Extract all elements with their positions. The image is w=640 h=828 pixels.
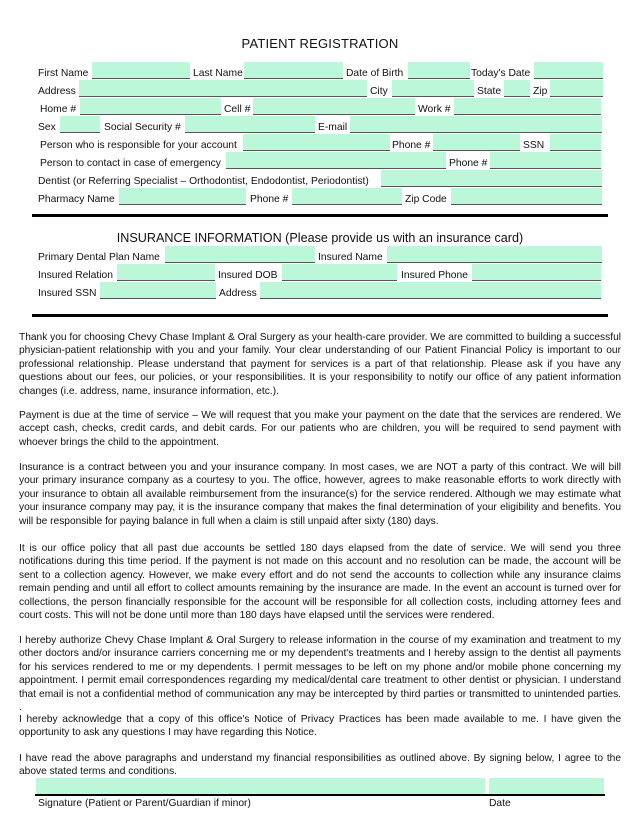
insured-name-label: Insured Name [318,252,383,263]
pharmacy-phone-field[interactable] [292,188,402,205]
insured-phone-field[interactable] [472,264,601,281]
zip-label: Zip [533,86,548,97]
insured-relation-field[interactable] [117,264,215,281]
signature-date-field[interactable] [489,778,604,795]
zip-field[interactable] [550,80,603,97]
page-title: PATIENT REGISTRATION [241,36,399,51]
insured-address-label: Address [219,288,257,299]
signature-field[interactable] [36,778,485,795]
signature-line [35,794,605,796]
pharmacy-name-label: Pharmacy Name [38,194,115,205]
address-label: Address [38,86,76,97]
payment-policy-paragraph: Payment is due at the time of service – We will request that you make your payment on the date that the services are rendered. We accept cash, checks, credit cards, and debit cards. For our patients who are children, you will be required to send payment with whoever brings the child to the appointment. [19,410,621,448]
pharmacy-phone-label: Phone # [250,194,289,205]
authorization-paragraph: I hereby authorize Chevy Chase Implant & Oral Surgery to release information in the course of my examination and treatment to my other doctors and/or insurance carriers concerning me or my dependent's treatments and I hereby assign to the dentist all payments for his services rendered to me or my dependents. I permit messages to be left on my phone and/or mobile phone concerning my appointment. I permit email correspondences regarding my medical/dental care treatment to other dentist or physician. I understand that email is not a confidential method of communication any may be intercepted by third parties or transmitted to unintended parties. . [19,635,621,714]
emergency-phone-field[interactable] [490,152,601,169]
last-name-field[interactable] [244,62,343,79]
insured-address-field[interactable] [260,282,601,299]
responsible-person-field[interactable] [243,134,390,151]
city-label: City [370,86,388,97]
sex-field[interactable] [60,116,100,133]
work-phone-field[interactable] [454,98,601,115]
last-name-label: Last Name [193,68,243,79]
section-divider [32,314,608,317]
privacy-acknowledgement-paragraph: I hereby acknowledge that a copy of this office's Notice of Privacy Practices has been made available to me. I have given the opportunity to ask any questions I may have regarding this Notice. [19,714,621,739]
first-name-label: First Name [38,68,89,79]
dentist-field[interactable] [381,170,602,187]
plan-name-label: Primary Dental Plan Name [38,252,160,263]
plan-name-field[interactable] [165,246,315,263]
pharmacy-zip-label: Zip Code [405,194,447,205]
city-field[interactable] [392,80,474,97]
address-field[interactable] [79,80,367,97]
first-name-field[interactable] [92,62,190,79]
state-field[interactable] [504,80,530,97]
responsible-person-label: Person who is responsible for your account [40,140,237,151]
insurance-policy-paragraph: Insurance is a contract between you and your insurance company. In most cases, we are NOT a party of this contract. We will bill your primary insurance company as a courtesy to you. The office, however, agrees to make reasonable efforts to work directly with your insurance to obtain all available reimbursement from the insurance(s) for the service rendered. Although we may estimate what your insurance company may pay, it is the insurance company that makes the final determination of your eligibility and benefits. You will be responsible for paying balance in full when a claim is still unpaid after sixty (180) days. [19,462,621,527]
insured-name-field[interactable] [387,246,602,263]
collections-policy-paragraph: It is our office policy that all past due accounts be settled 180 days elapsed from the date of service. We will send you three notifications during this time period. If the payment is not made on this account and no resolution can be made, the account will be sent to a collection agency. However, we make every effort and do not send the accounts to collection while any insurance claims remain pending and until all effort to collect amounts remaining by the insurance are made. In the event an account is turned over for collections, the person financially responsible for the account will be responsible for all collection costs, including attorney fees and court costs. This will not be done until more than 180 days have elapsed until the services were rendered. [19,543,621,622]
insured-dob-label: Insured DOB [218,270,278,281]
insured-relation-label: Insured Relation [38,270,113,281]
agreement-paragraph: I have read the above paragraphs and understand my financial responsibilities as outlined above. By signing below, I agree to the above stated terms and conditions. [19,753,621,778]
sex-label: Sex [38,122,56,133]
todays-date-label: Today's Date [471,68,531,79]
todays-date-field[interactable] [534,62,603,79]
cell-phone-label: Cell # [224,104,251,115]
home-phone-label: Home # [40,104,77,115]
responsible-phone-label: Phone # [392,140,431,151]
dentist-label: Dentist (or Referring Specialist – Orthodontist, Endodontist, Periodontist) [38,176,369,187]
insured-dob-field[interactable] [282,264,397,281]
emergency-contact-label: Person to contact in case of emergency [40,158,221,169]
email-field[interactable] [350,116,602,133]
emergency-contact-field[interactable] [226,152,446,169]
insured-phone-label: Insured Phone [401,270,468,281]
state-label: State [477,86,502,97]
email-label: E-mail [318,122,348,133]
dob-label: Date of Birth [346,68,404,79]
responsible-phone-field[interactable] [433,134,520,151]
insured-ssn-field[interactable] [100,282,216,299]
signature-date-label: Date [489,798,511,809]
section-divider [32,214,608,217]
emergency-phone-label: Phone # [449,158,488,169]
pharmacy-name-field[interactable] [119,188,246,205]
ssn-field[interactable] [185,116,315,133]
signature-label: Signature (Patient or Parent/Guardian if minor) [38,798,251,809]
work-phone-label: Work # [418,104,451,115]
cell-phone-field[interactable] [253,98,415,115]
policy-intro-paragraph: Thank you for choosing Chevy Chase Implant & Oral Surgery as your health-care provider. We are committed to building a successful physician-patient relationship with you and your family. Your clear understanding of our Patient Financial Policy is important to our professional relationship. Please understand that payment for services is a part of that relationship. Please ask if you have any questions about our fees, our policies, or your responsibilities. It is your responsibility to notify our office of any patient information changes (i.e. address, name, insurance information, etc.). [19,332,621,397]
pharmacy-zip-field[interactable] [451,188,602,205]
ssn-label: Social Security # [104,122,181,133]
dob-field[interactable] [408,62,470,79]
insured-ssn-label: Insured SSN [38,288,97,299]
insurance-section-title: INSURANCE INFORMATION (Please provide us with an insurance card) [116,231,524,245]
home-phone-field[interactable] [80,98,221,115]
responsible-ssn-label: SSN [523,140,545,151]
responsible-ssn-field[interactable] [550,134,601,151]
